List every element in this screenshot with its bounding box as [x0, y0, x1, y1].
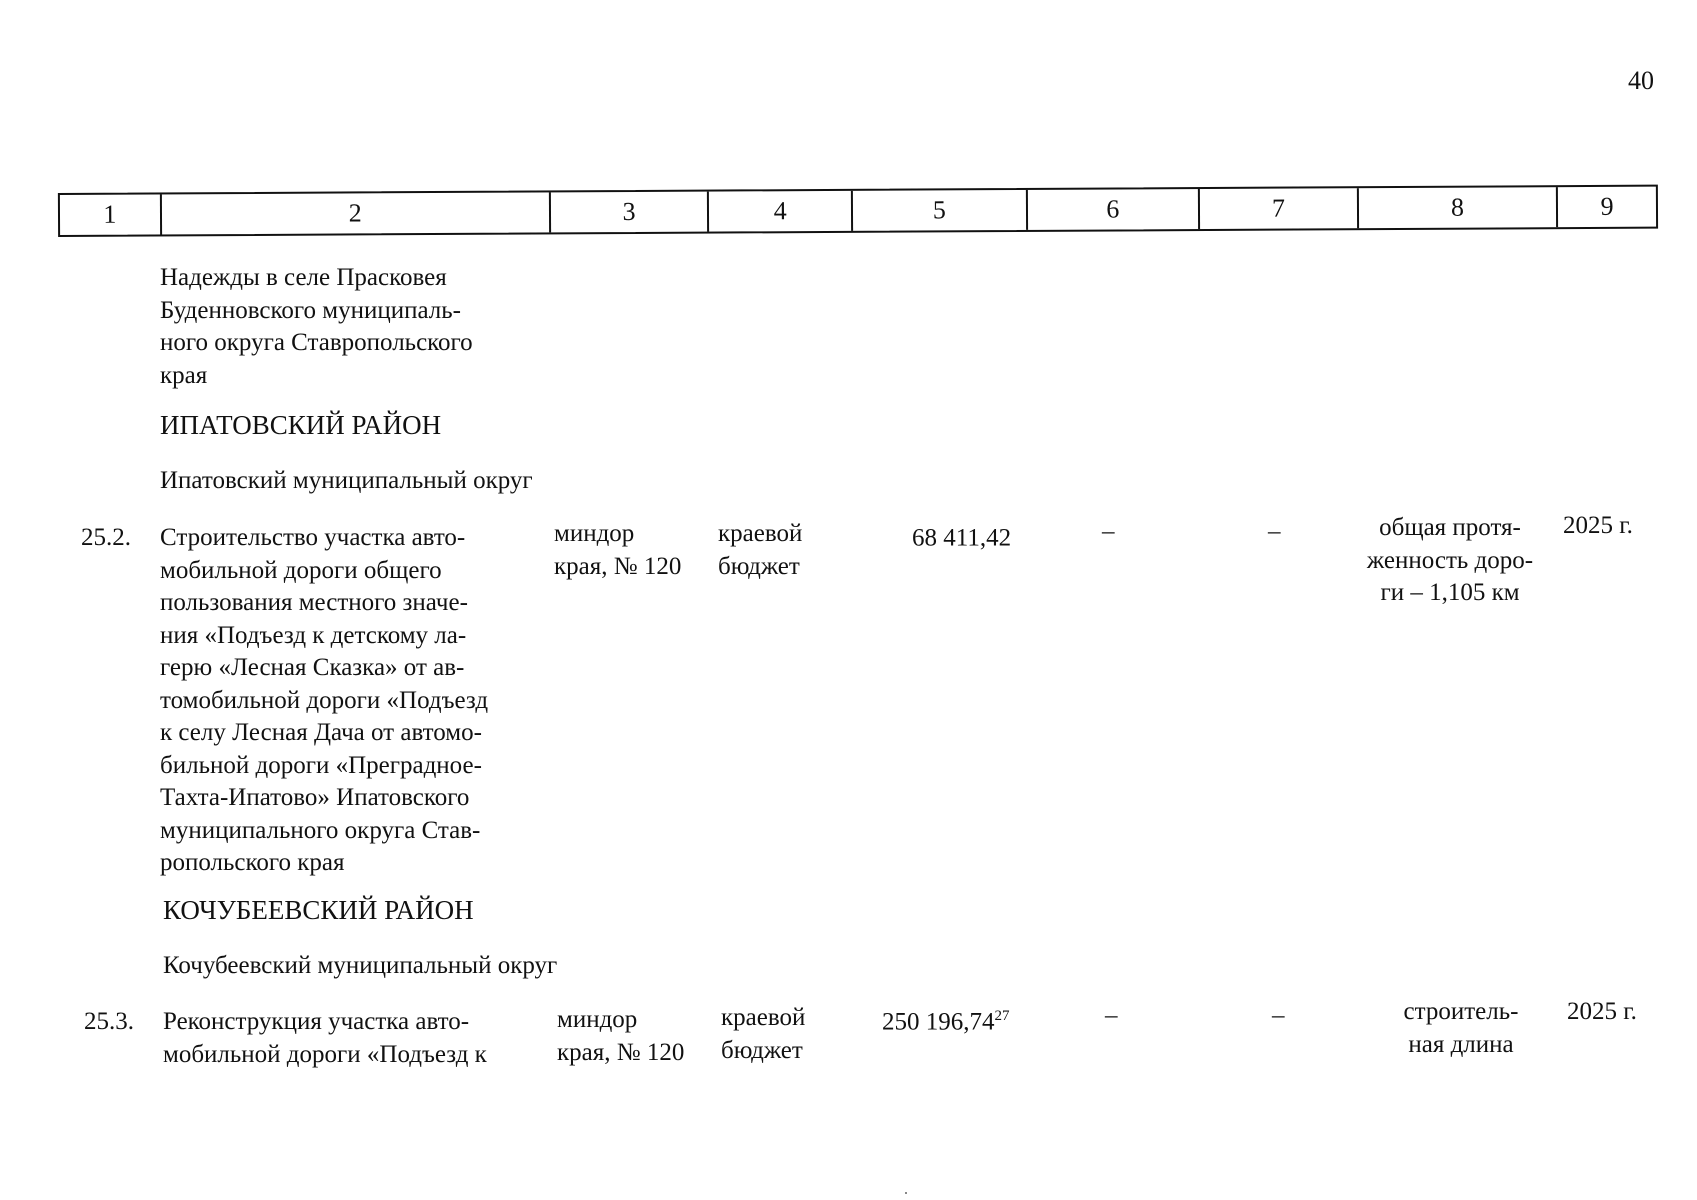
row-name-cell [163, 1006, 541, 1071]
row-name-line: Тахта-Ипатово» Ипатовского [160, 784, 470, 811]
row-number: 25.2. [81, 524, 131, 551]
page-number: 40 [1628, 66, 1654, 95]
okrug-heading: Ипатовский муниципальный округ [160, 467, 533, 494]
scan-speck [905, 1192, 907, 1194]
row-number: 25.3. [84, 1008, 134, 1035]
row-source-line: бюджет [718, 552, 800, 580]
row-name-cell [160, 522, 538, 880]
row-name-line: бильной дороги «Преградное- [160, 751, 482, 779]
column-number-4: 4 [707, 191, 851, 232]
row-source-line: краевой [718, 520, 803, 547]
row-result-cell [1350, 512, 1550, 610]
row-source-line: бюджет [721, 1036, 803, 1064]
row-amount-footnote: 27 [994, 1008, 1010, 1024]
continuation-line: ного округа Ставропольского [160, 329, 473, 356]
row-executor-line: края, № 120 [554, 552, 682, 580]
row-amount-value: 250 196,74 [882, 1008, 995, 1036]
column-number-3: 3 [549, 192, 708, 233]
column-number-9: 9 [1556, 187, 1656, 228]
continuation-line: Надежды в селе Прасковея [160, 264, 447, 291]
row-col6: – [1105, 1002, 1118, 1029]
row-source-line: краевой [721, 1004, 806, 1031]
row-name-line: к селу Лесная Дача от автомо- [160, 719, 482, 746]
row-name-line: ния «Подъезд к детскому ла- [160, 621, 467, 649]
row-col7: – [1272, 1002, 1285, 1029]
row-result-cell [1361, 996, 1561, 1061]
column-number-1: 1 [103, 199, 117, 229]
row-name-line: ропольского края [160, 849, 345, 876]
row-source-cell [721, 1002, 805, 1067]
continuation-cell [160, 262, 538, 392]
column-number-5: 5 [851, 190, 1026, 231]
row-name-line: мобильной дороги «Подъезд к [163, 1040, 487, 1068]
column-header-row [58, 185, 1658, 237]
row-executor-line: края, № 120 [557, 1038, 685, 1066]
row-amount [882, 1000, 1010, 1039]
row-col7: – [1268, 518, 1281, 545]
row-year: 2025 г. [1563, 512, 1633, 539]
row-result-line: ная длина [1408, 1030, 1514, 1058]
row-executor-cell [557, 1004, 684, 1069]
row-executor-line: миндор [554, 520, 635, 547]
column-number-8: 8 [1357, 187, 1557, 228]
row-name-line: пользования местного значе- [160, 589, 468, 616]
row-name-line: Строительство участка авто- [160, 524, 466, 551]
column-number-7: 7 [1198, 188, 1357, 229]
column-number-6: 6 [1025, 189, 1198, 230]
row-executor-cell [554, 518, 681, 583]
row-result-line: общая протя- [1379, 514, 1521, 541]
row-result-line: строитель- [1403, 998, 1519, 1025]
row-amount-value: 68 411,42 [912, 524, 1012, 552]
row-name-line: герю «Лесная Сказка» от ав- [160, 654, 465, 681]
row-year: 2025 г. [1567, 998, 1637, 1025]
row-source-cell [718, 518, 802, 583]
row-executor-line: миндор [557, 1006, 638, 1033]
row-result-line: ги – 1,105 км [1380, 579, 1520, 606]
row-name-line: Реконструкция участка авто- [163, 1008, 470, 1035]
district-heading: ИПАТОВСКИЙ РАЙОН [160, 410, 442, 440]
row-name-line: муниципального округа Став- [160, 816, 481, 844]
okrug-heading: Кочубеевский муниципальный округ [163, 952, 558, 979]
row-col6: – [1102, 518, 1115, 545]
row-name-line: мобильной дороги общего [160, 556, 442, 584]
column-number-2: 2 [160, 192, 549, 234]
row-result-line: женность доро- [1366, 546, 1534, 574]
row-amount [912, 516, 1011, 555]
continuation-line: края [160, 361, 208, 389]
district-heading: КОЧУБЕЕВСКИЙ РАЙОН [163, 895, 474, 925]
continuation-line: Буденновского муниципаль- [160, 296, 461, 324]
row-name-line: томобильной дороги «Подъезд [160, 686, 489, 714]
